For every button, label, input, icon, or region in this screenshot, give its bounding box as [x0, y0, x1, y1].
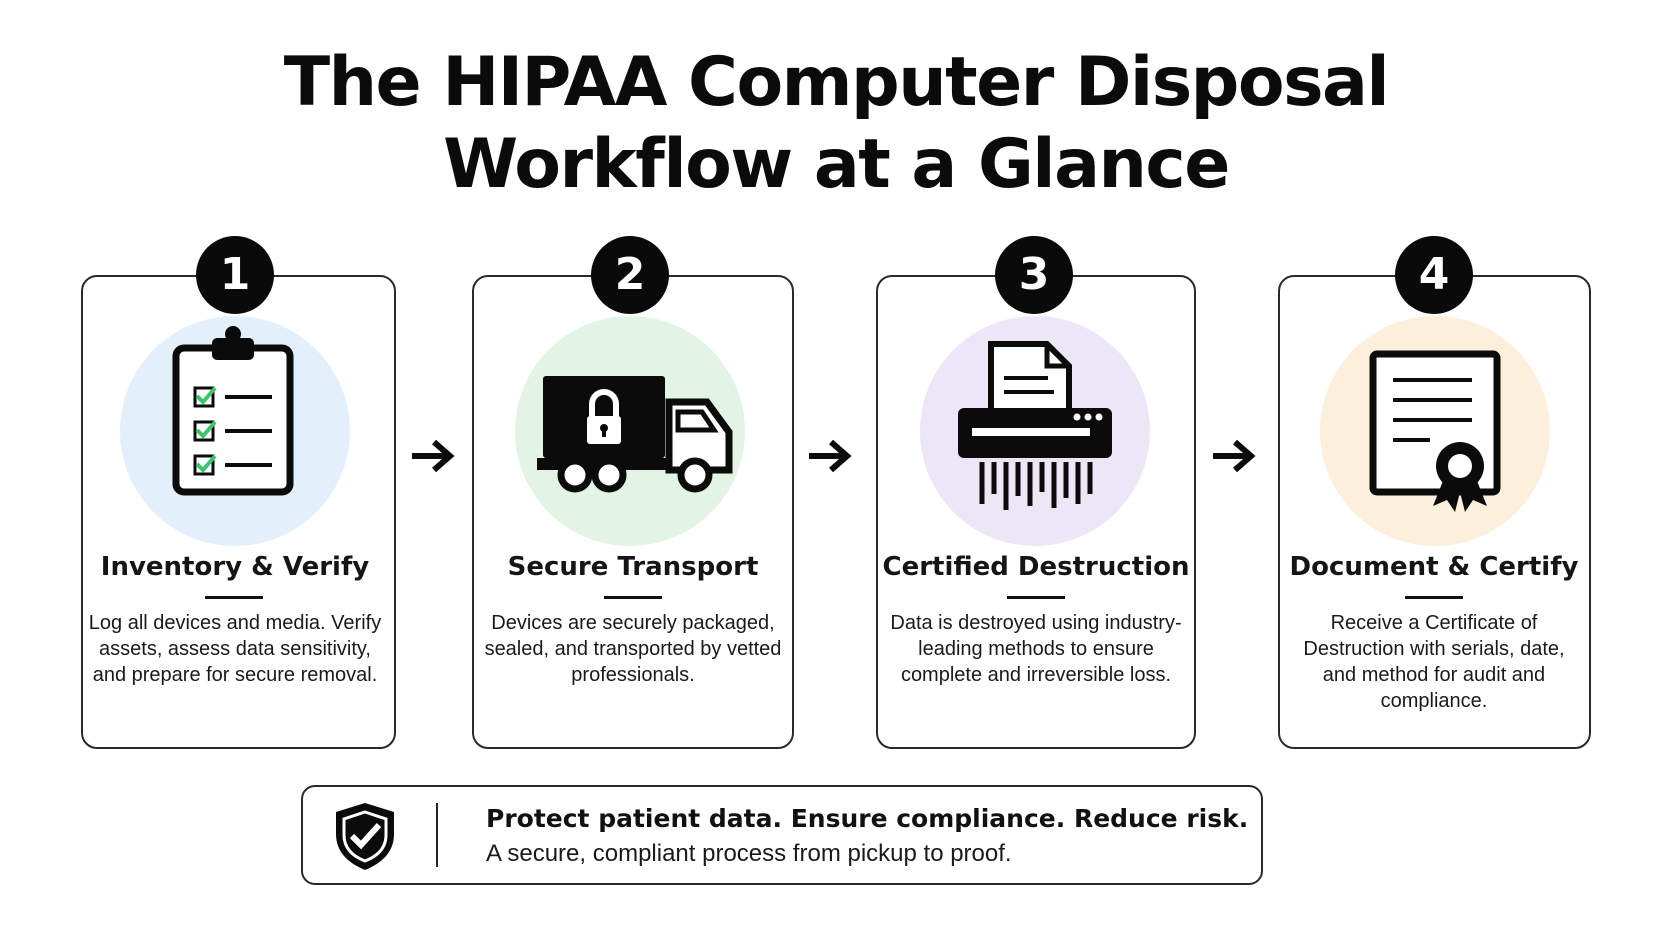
paper-shredder-icon — [920, 316, 1150, 546]
footer-banner — [301, 785, 1263, 885]
banner-divider — [436, 803, 438, 867]
step-description: Receive a Certificate of Destruction with serials, date, and method for audit and compliance. — [1303, 612, 1565, 712]
step-title: Certified Destruction — [882, 552, 1190, 582]
arrow-right-icon — [805, 436, 853, 476]
step-description: Log all devices and media. Verify assets, assess data sensitivity, and prepare for secure removal. — [88, 612, 382, 686]
page-title — [0, 42, 1672, 206]
step-title: Document & Certify — [1289, 552, 1579, 582]
title-underline — [205, 596, 263, 599]
step-icon-circle — [920, 316, 1150, 546]
banner-subline: A secure, compliant process from pickup to proof. — [486, 840, 1012, 867]
step-icon-circle — [515, 316, 745, 546]
step-number-badge: 1 — [196, 236, 274, 314]
page-title-line-2: Workflow at a Glance — [443, 125, 1229, 204]
step-title: Secure Transport — [507, 552, 759, 582]
page-title-line-1: The HIPAA Computer Disposal — [283, 43, 1389, 122]
step-icon-circle — [120, 316, 350, 546]
step-number-badge: 4 — [1395, 236, 1473, 314]
certificate-icon — [1320, 316, 1550, 546]
step-number-badge: 3 — [995, 236, 1073, 314]
arrow-right-icon — [408, 436, 456, 476]
title-underline — [604, 596, 662, 599]
step-icon-circle — [1320, 316, 1550, 546]
step-description: Data is destroyed using industry-leading methods to ensure complete and irreversible loss. — [890, 612, 1182, 686]
step-description: Devices are securely packaged, sealed, and transported by vetted professionals. — [484, 612, 782, 686]
step-number-badge: 2 — [591, 236, 669, 314]
title-underline — [1405, 596, 1463, 599]
shield-check-icon — [330, 800, 400, 872]
banner-headline: Protect patient data. Ensure compliance. Reduce risk. — [486, 804, 1249, 833]
clipboard-checklist-icon — [120, 316, 350, 546]
locked-truck-icon — [515, 316, 745, 546]
title-underline — [1007, 596, 1065, 599]
step-title: Inventory & Verify — [100, 552, 370, 582]
arrow-right-icon — [1209, 436, 1257, 476]
